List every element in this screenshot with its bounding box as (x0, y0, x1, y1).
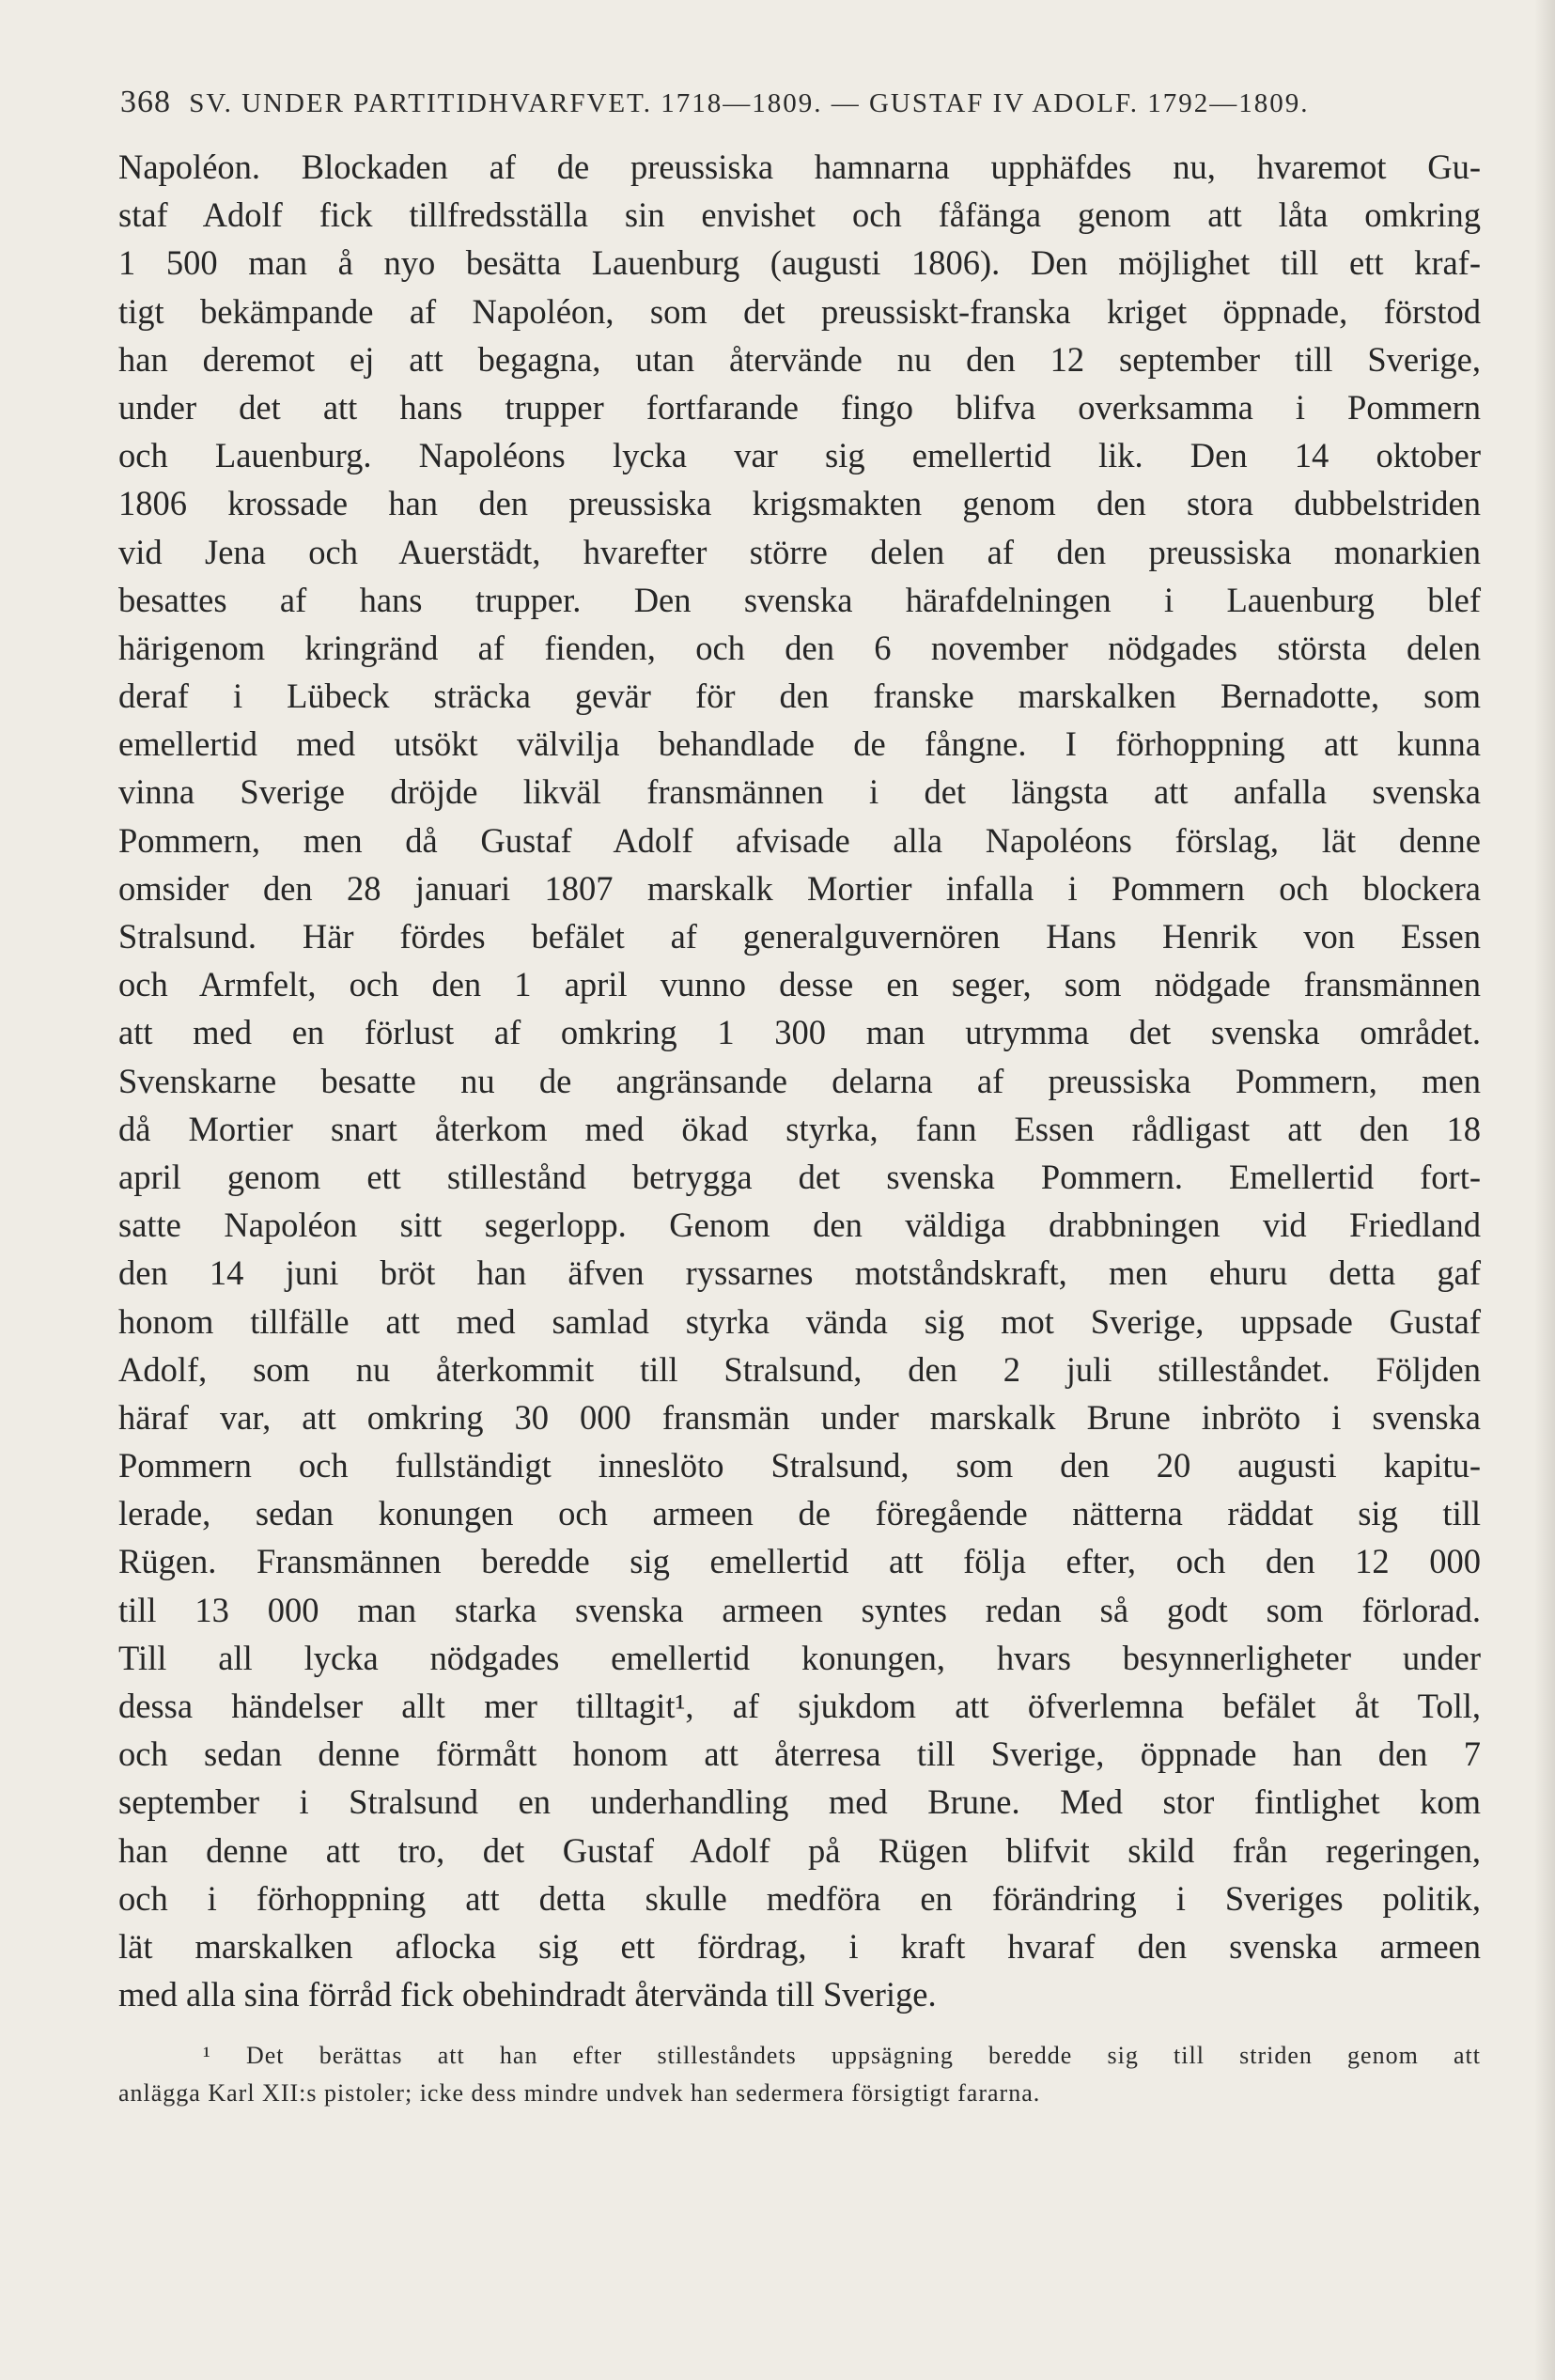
text-line: deraf i Lübeck sträcka gevär för den franske marskalken Bernadotte, som (118, 677, 1481, 716)
text-line: Rügen. Fransmännen beredde sig emellertid att följa efter, och den 12 000 (118, 1542, 1481, 1581)
text-line: då Mortier snart återkom med ökad styrka, fann Essen rådligast att den 18 (118, 1109, 1481, 1148)
text-line: den 14 juni bröt han äfven ryssarnes motståndskraft, men ehuru detta gaf (118, 1253, 1481, 1293)
footnotes (118, 2037, 1481, 2112)
text-line: härigenom kringränd af fienden, och den 6 november nödgades största delen (118, 628, 1481, 667)
text-line: dessa händelser allt mer tilltagit¹, af sjukdom att öfverlemna befälet åt Toll, (118, 1687, 1481, 1725)
text-line: 1 500 man å nyo besätta Lauenburg (augusti 1806). Den möjlighet till ett kraf- (118, 243, 1481, 283)
text-line: och Lauenburg. Napoléons lycka var sig emellertid lik. Den 14 oktober (118, 436, 1481, 475)
footnote-line: ¹ Det berättas att han efter stilleståndets uppsägning beredde sig till striden genom att (203, 2042, 1481, 2069)
text-line: besattes af hans trupper. Den svenska härafdelningen i Lauenburg blef (118, 580, 1481, 619)
body-text (118, 143, 1481, 2018)
page-number: 368 (120, 85, 171, 119)
text-line: att med en förlust af omkring 1 300 man utrymma det svenska området. (118, 1013, 1481, 1052)
running-head (120, 85, 1473, 120)
text-line: lerade, sedan konungen och armeen de föregående nätterna räddat sig till (118, 1494, 1481, 1533)
text-line: 1806 krossade han den preussiska krigsmakten genom den stora dubbelstriden (118, 484, 1481, 523)
text-line: september i Stralsund en underhandling med Brune. Med stor fintlighet kom (118, 1782, 1481, 1822)
text-line: vid Jena och Auerstädt, hvarefter större delen af den preussiska monarkien (118, 532, 1481, 571)
text-line: Stralsund. Här fördes befälet af generalguvernören Hans Henrik von Essen (118, 917, 1481, 956)
text-line: Pommern och fullständigt inneslöto Stralsund, som den 20 augusti kapitu- (118, 1446, 1481, 1486)
text-line: och Armfelt, och den 1 april vunno desse en seger, som nödgade fransmännen (118, 965, 1481, 1004)
text-line: Napoléon. Blockaden af de preussiska hamnarna upphäfdes nu, hvaremot Gu- (118, 148, 1481, 186)
text-line: satte Napoléon sitt segerlopp. Genom den väldiga drabbningen vid Friedland (118, 1206, 1481, 1245)
text-line: Adolf, som nu återkommit till Stralsund, den 2 juli stilleståndet. Följden (118, 1349, 1481, 1389)
text-line: staf Adolf fick tillfredsställa sin envishet och fåfänga genom att låta omkring (118, 195, 1481, 235)
text-line: och sedan denne förmått honom att återresa till Sverige, öppnade han den 7 (118, 1734, 1481, 1774)
text-line: honom tillfälle att med samlad styrka vända sig mot Sverige, uppsade Gustaf (118, 1301, 1481, 1341)
text-line: emellertid med utsökt välvilja behandlade de fångne. I förhoppning att kunna (118, 724, 1481, 764)
text-line: till 13 000 man starka svenska armeen syntes redan så godt som förlorad. (118, 1590, 1481, 1629)
text-line: under det att hans trupper fortfarande fingo blifva overksamma i Pommern (118, 387, 1481, 427)
text-line: Till all lycka nödgades emellertid konungen, hvars besynnerligheter under (118, 1638, 1481, 1677)
text-line: tigt bekämpande af Napoléon, som det preussiskt-franska kriget öppnade, förstod (118, 291, 1481, 331)
text-line: Pommern, men då Gustaf Adolf afvisade alla Napoléons förslag, lät denne (118, 820, 1481, 860)
text-line: vinna Sverige dröjde likväl fransmännen i det längsta att anfalla svenska (118, 772, 1481, 812)
text-line: han deremot ej att begagna, utan återvände nu den 12 september till Sverige, (118, 339, 1481, 379)
text-line: omsider den 28 januari 1807 marskalk Mortier infalla i Pommern och blockera (118, 868, 1481, 908)
text-line: han denne att tro, det Gustaf Adolf på Rügen blifvit skild från regeringen, (118, 1830, 1481, 1870)
text-line: och i förhoppning att detta skulle medföra en förändring i Sveriges politik, (118, 1878, 1481, 1918)
text-line: Svenskarne besatte nu de angränsande delarna af preussiska Pommern, men (118, 1061, 1481, 1100)
page-edge-shadow (1534, 0, 1555, 2380)
text-line: med alla sina förråd fick obehindradt återvända till Sverige. (118, 1975, 937, 2014)
text-line: häraf var, att omkring 30 000 fransmän under marskalk Brune inbröto i svenska (118, 1397, 1481, 1437)
running-title: SV. UNDER PARTITIDHVARFVET. 1718—1809. — GUSTAF IV ADOLF. 1792—1809. (189, 88, 1310, 118)
text-line: april genom ett stillestånd betrygga det svenska Pommern. Emellertid fort- (118, 1157, 1481, 1196)
footnote-line: anlägga Karl XII:s pistoler; icke dess mindre undvek han sedermera försigtigt fararna. (118, 2079, 1041, 2107)
text-line: lät marskalken aflocka sig ett fördrag, i kraft hvaraf den svenska armeen (118, 1926, 1481, 1966)
